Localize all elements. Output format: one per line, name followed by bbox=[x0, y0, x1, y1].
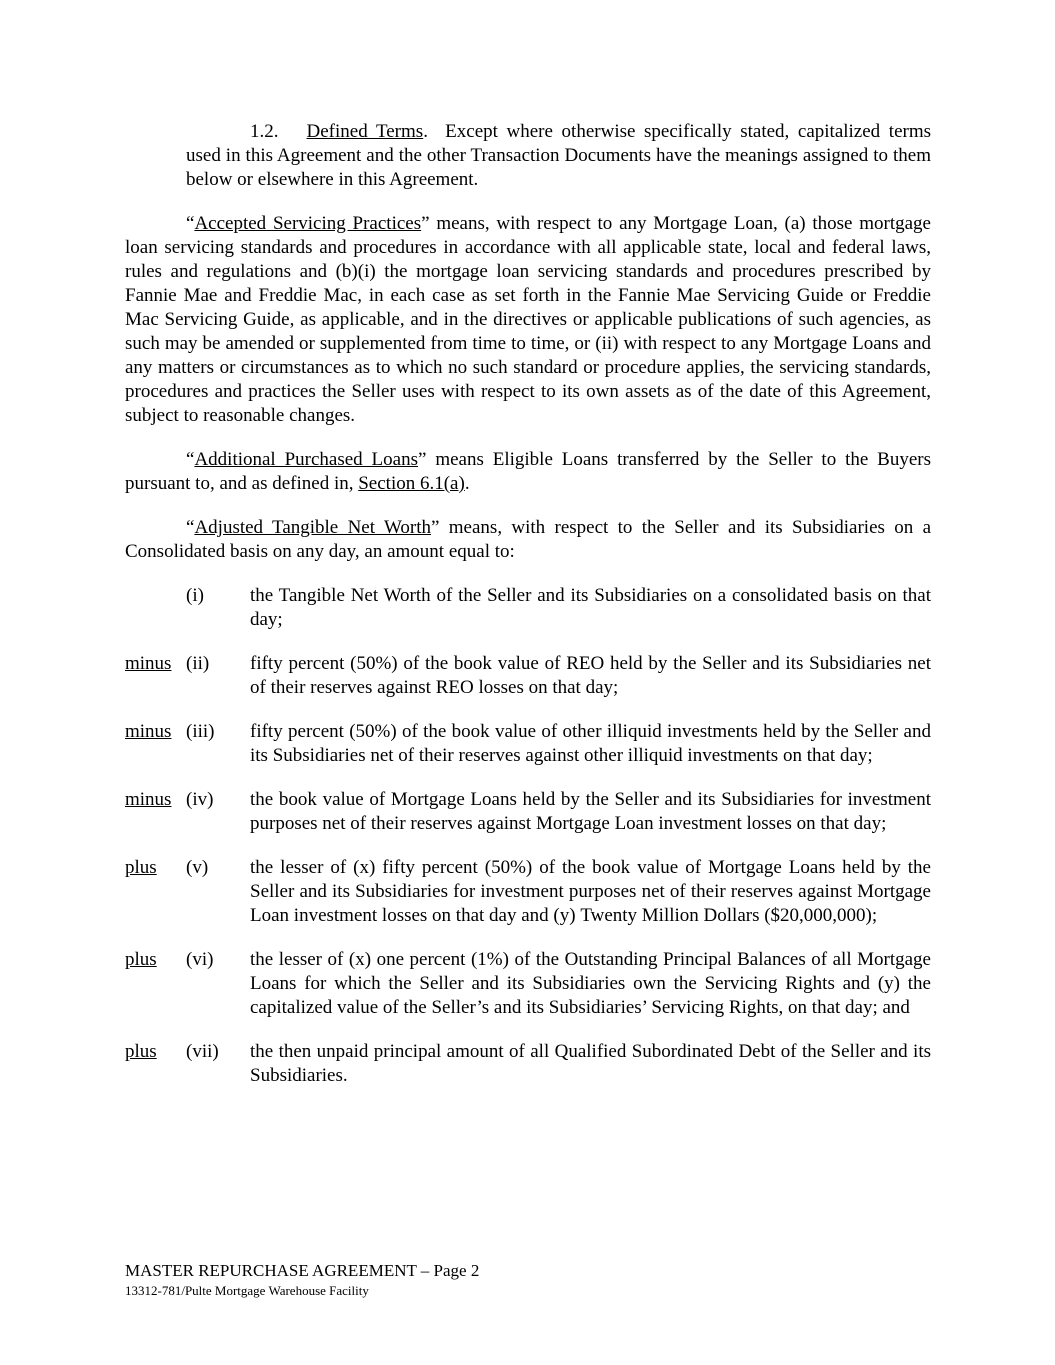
definition-accepted-servicing-practices bbox=[125, 212, 931, 428]
clause-operator-text: plus bbox=[125, 1041, 157, 1062]
clause-number: (iii) bbox=[186, 721, 215, 742]
text-run: . Except where otherwise specifically stated, capitalized terms used in this Agreement and the other Transaction Documents have the meanings assigned to them below or elsewhere in this Agreement. bbox=[186, 121, 932, 190]
text-run: ” means, with respect to the Seller and its Subsidiaries on a Consolidated basis on any day, an amount equal to: bbox=[125, 517, 931, 562]
definition-clause bbox=[125, 948, 931, 1020]
clause-number: (i) bbox=[186, 585, 204, 606]
clause-operator bbox=[125, 1040, 186, 1088]
clause-operator bbox=[125, 788, 186, 836]
definition-clause bbox=[125, 1040, 931, 1088]
clause-operator-text: minus bbox=[125, 653, 172, 674]
clause-number: (iv) bbox=[186, 789, 214, 810]
clause-text: fifty percent (50%) of the book value of other illiquid investments held by the Seller and its Subsidiaries net of their reserves against other illiquid investments on that day; bbox=[250, 721, 931, 766]
defined-term: Adjusted Tangible Net Worth bbox=[194, 517, 432, 538]
clause-operator bbox=[125, 584, 186, 632]
text-run: “ bbox=[186, 213, 195, 234]
clause-text: the Tangible Net Worth of the Seller and its Subsidiaries on a consolidated basis on that day; bbox=[250, 585, 931, 630]
footer-title: MASTER REPURCHASE AGREEMENT – Page 2 bbox=[125, 1261, 480, 1280]
text-run: 1.2. bbox=[250, 121, 279, 142]
text-run: . bbox=[464, 473, 470, 494]
text-run: ” means, with respect to any Mortgage Loan, (a) those mortgage loan servicing standards and procedures in accordance with all applicable state, local and federal laws, rules and regulations and (b)(i) the mortgage loan servicing standards and procedures prescribed by Fannie Mae and Freddie Mac, in each case as set forth in the Fannie Mae Servicing Guide or Freddie Mac Servicing Guide, as applicable, and in the directives or applicable publications of such agencies, as such may be amended or supplemented from time to time, or (ii) with respect to any Mortgage Loans and any matters or circumstances as to which no such standard or procedure applies, the servicing standards, procedures and practices the Seller uses with respect to its own assets as of the date of this Agreement, subject to reasonable changes. bbox=[125, 213, 931, 426]
clause-operator-text: minus bbox=[125, 721, 172, 742]
defined-term: Additional Purchased Loans bbox=[194, 449, 418, 470]
clause-operator-text: minus bbox=[125, 789, 172, 810]
defined-term: Section 6.1(a) bbox=[358, 473, 465, 494]
clause-operator-text: plus bbox=[125, 949, 157, 970]
definition-additional-purchased-loans bbox=[125, 448, 931, 496]
clause-operator bbox=[125, 948, 186, 1020]
footer-subtitle: 13312-781/Pulte Mortgage Warehouse Facility bbox=[125, 1283, 369, 1298]
page-footer bbox=[125, 1260, 931, 1299]
definition-clause bbox=[125, 856, 931, 928]
clause-operator-text: plus bbox=[125, 857, 157, 878]
clause-number: (ii) bbox=[186, 653, 210, 674]
definition-adjusted-tangible-net-worth bbox=[125, 516, 931, 564]
definition-clause bbox=[125, 652, 931, 700]
document-body bbox=[125, 120, 931, 1108]
clause-text: the lesser of (x) one percent (1%) of the Outstanding Principal Balances of all Mortgage Loans for which the Seller and its Subsidiaries own the Servicing Rights and (y) the capitalized value of the Seller’s and its Subsidiaries’ Servicing Rights, on that day; and bbox=[250, 949, 931, 1018]
clause-text: the then unpaid principal amount of all Qualified Subordinated Debt of the Seller and its Subsidiaries. bbox=[250, 1041, 931, 1086]
text-run: “ bbox=[186, 517, 195, 538]
clause-text: the book value of Mortgage Loans held by the Seller and its Subsidiaries for investment purposes net of their reserves against Mortgage Loan investment losses on that day; bbox=[250, 789, 931, 834]
definition-clause bbox=[125, 584, 931, 632]
clause-number: (vii) bbox=[186, 1041, 219, 1062]
clause-text: the lesser of (x) fifty percent (50%) of the book value of Mortgage Loans held by the Seller and its Subsidiaries for investment purposes net of their reserves against Mortgage Loan investment losses on that day and (y) Twenty Million Dollars ($20,000,000); bbox=[250, 857, 931, 926]
clause-operator bbox=[125, 652, 186, 700]
text-run: ” means Eligible Loans transferred by the Seller to the Buyers pursuant to, and as defined in, bbox=[125, 449, 931, 494]
clause-number: (v) bbox=[186, 857, 209, 878]
section-1-2-paragraph bbox=[125, 120, 931, 192]
clause-number: (vi) bbox=[186, 949, 214, 970]
defined-term: Accepted Servicing Practices bbox=[194, 213, 422, 234]
definition-clause bbox=[125, 720, 931, 768]
text-run: “ bbox=[186, 449, 195, 470]
definition-clause bbox=[125, 788, 931, 836]
defined-term: Defined Terms bbox=[306, 121, 424, 142]
clause-operator bbox=[125, 720, 186, 768]
clause-text: fifty percent (50%) of the book value of REO held by the Seller and its Subsidiaries net of their reserves against REO losses on that day; bbox=[250, 653, 931, 698]
clause-operator bbox=[125, 856, 186, 928]
